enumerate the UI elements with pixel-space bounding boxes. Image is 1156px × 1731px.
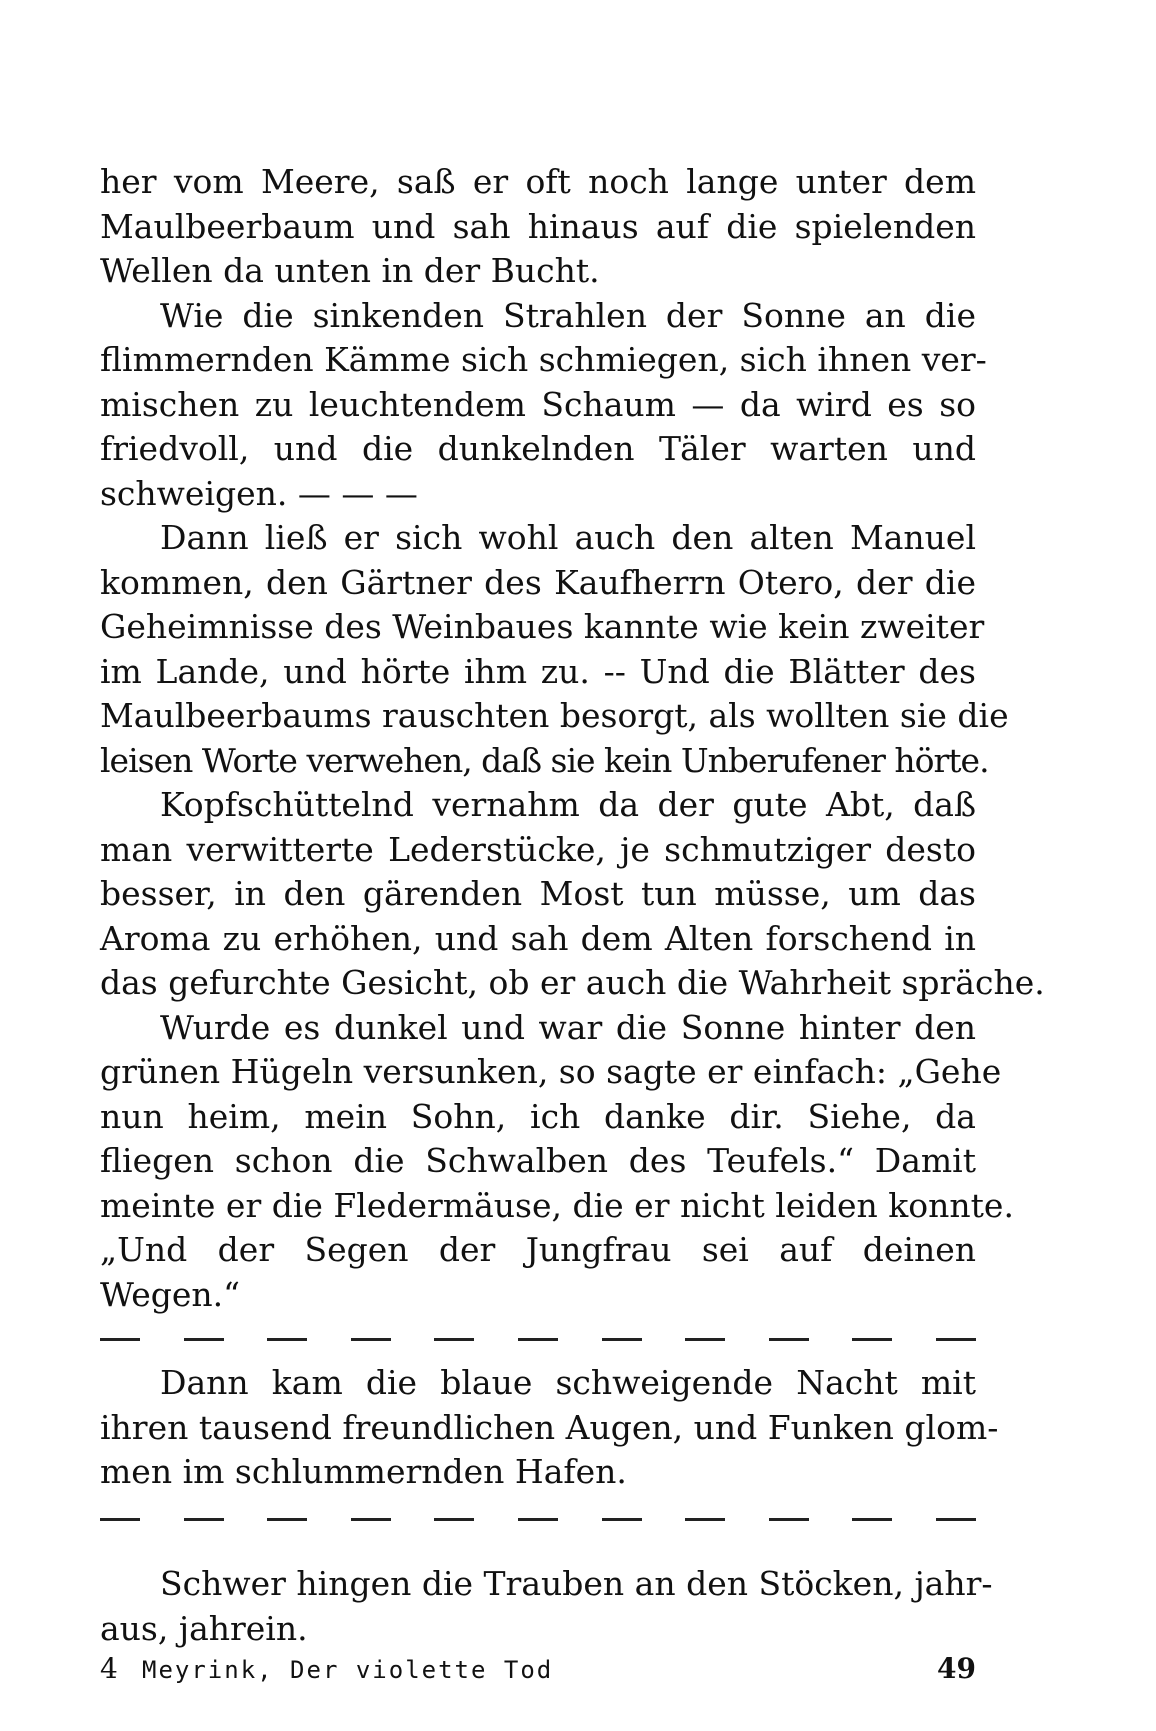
text-line: aus, jahrein. [100, 1608, 308, 1648]
text-line: nun heim, mein Sohn, ich danke dir. Siehe, da [100, 1096, 976, 1136]
text-line: Geheimnisse des Weinbaues kannte wie kein zweiter [100, 607, 985, 646]
text-line: friedvoll, und die dunkelnden Täler warten und [100, 429, 976, 468]
text-line: grünen Hügeln versunken, so sagte er einfach: „Gehe [100, 1052, 1002, 1091]
signature-mark: 4 [100, 1652, 118, 1685]
text-line: Maulbeerbaum und sah hinaus auf die spielenden [100, 206, 976, 246]
main-text-final [100, 1562, 993, 1651]
text-line: besser, in den gärenden Most tun müsse, um das [100, 874, 976, 913]
text-line: leisen Worte verwehen, daß sie kein Unberufener hörte. [100, 740, 989, 780]
text-line: Dann kam die blaue schweigende Nacht mit [160, 1363, 976, 1402]
text-line: her vom Meere, saß er oft noch lange unter dem [100, 162, 976, 201]
text-line: Aroma zu erhöhen, und sah dem Alten forschend in [100, 918, 976, 958]
paragraph-2 [100, 294, 987, 517]
main-text-continued [100, 1361, 999, 1495]
text-line: Wellen da unten in der Bucht. [100, 251, 600, 290]
text-line: ihren tausend freundlichen Augen, und Funken glom- [100, 1407, 999, 1447]
text-line: kommen, den Gärtner des Kaufherrn Otero, der die [100, 562, 976, 602]
text-line: Wurde es dunkel und war die Sonne hinter den [160, 1007, 976, 1047]
text-line: schweigen. — — — [100, 473, 418, 513]
text-line: mischen zu leuchtendem Schaum — da wird es so [100, 384, 976, 424]
page-number: 49 [937, 1652, 976, 1685]
text-line: das gefurchte Gesicht, ob er auch die Wahrheit spräche. [100, 963, 1045, 1002]
text-line: Wegen.“ [100, 1274, 241, 1314]
text-line: fliegen schon die Schwalben des Teufels.“ Damit [100, 1141, 976, 1180]
paragraph-5 [100, 1006, 1014, 1318]
text-line: im Lande, und hörte ihm zu. -- Und die Blätter des [100, 651, 976, 691]
paragraph-1 [100, 160, 976, 294]
text-line: man verwitterte Lederstücke, je schmutziger desto [100, 829, 976, 869]
text-line: Dann ließ er sich wohl auch den alten Manuel [160, 518, 976, 557]
text-line: „Und der Segen der Jungfrau sei auf deinen [100, 1230, 976, 1269]
text-line: Wie die sinkenden Strahlen der Sonne an die [160, 295, 976, 335]
section-separator [100, 1338, 976, 1342]
paragraph-3 [100, 516, 1009, 783]
text-line: Maulbeerbaums rauschten besorgt, als wollten sie die [100, 696, 1009, 735]
paragraph-6 [100, 1361, 999, 1495]
signature-title: Meyrink, Der violette Tod [142, 1656, 554, 1684]
section-separator [100, 1518, 976, 1522]
page-footer [100, 1652, 976, 1692]
text-line: men im schlummernden Hafen. [100, 1452, 627, 1491]
text-line: meinte er die Fledermäuse, die er nicht leiden konnte. [100, 1185, 1014, 1225]
paragraph-4 [100, 783, 1045, 1006]
text-line: flimmernden Kämme sich schmiegen, sich ihnen ver- [100, 340, 987, 379]
paragraph-7 [100, 1562, 993, 1651]
text-line: Schwer hingen die Trauben an den Stöcken, jahr- [160, 1564, 993, 1603]
text-line: Kopfschüttelnd vernahm da der gute Abt, daß [160, 785, 976, 824]
main-text [100, 160, 1045, 1317]
